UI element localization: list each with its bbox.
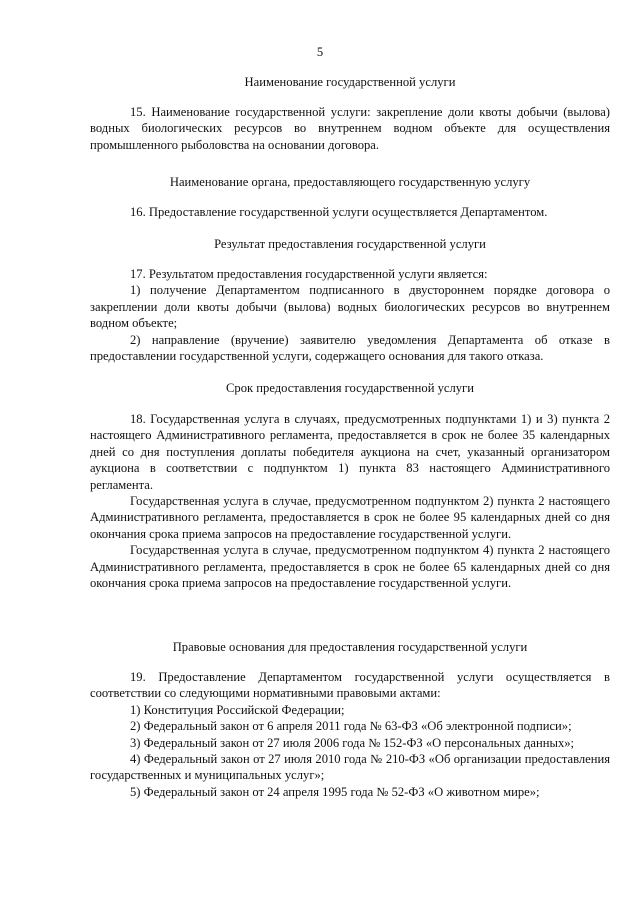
section-body-legal-basis <box>90 669 610 800</box>
section-heading-authority: Наименование органа, предоставляющего государственную услугу <box>169 175 531 189</box>
section-body-service-name <box>90 104 610 153</box>
section-heading-service-name: Наименование государственной услуги <box>244 75 456 89</box>
section-body-result <box>90 266 610 364</box>
section-heading-result: Результат предоставления государственной услуги <box>214 237 486 251</box>
legal-act-3: 3) Федеральный закон от 27 июля 2006 года № 152-ФЗ «О персональных данных»; <box>130 735 575 750</box>
paragraph-17-item-2: 2) направление (вручение) заявителю уведомления Департамента об отказе в предоставлении государственной услуги, содержащего основания для такого отказа. <box>90 332 610 364</box>
page-number: 5 <box>316 45 324 59</box>
paragraph-17: 17. Результатом предоставления государственной услуги является: <box>130 267 488 281</box>
paragraph-17-item-1: 1) получение Департаментом подписанного в двустороннем порядке договора о закреплении доли квоты добычи (вылова) водных биологических ресурсов во внутреннем водном объекте; <box>90 283 610 331</box>
section-heading-legal-basis: Правовые основания для предоставления государственной услуги <box>172 640 528 654</box>
section-heading-term: Срок предоставления государственной услуги <box>226 381 474 395</box>
section-body-term <box>90 411 610 591</box>
paragraph-18-part-3: Государственная услуга в случае, предусмотренном подпунктом 4) пункта 2 настоящего Административного регламента, предоставляется в срок не более 65 календарных дней со дня окончания срока приема запросов на предоставление государственной услуги. <box>90 543 610 591</box>
legal-act-4: 4) Федеральный закон от 27 июля 2010 года № 210-ФЗ «Об организации предоставления государственных и муниципальных услуг»; <box>90 752 610 783</box>
paragraph-19: 19. Предоставление Департаментом государственной услуги осуществляется в соответствии со следующими нормативными правовыми актами: <box>90 670 610 701</box>
legal-act-2: 2) Федеральный закон от 6 апреля 2011 года № 63-ФЗ «Об электронной подписи»; <box>130 719 572 734</box>
paragraph-18-part-2: Государственная услуга в случае, предусмотренном подпунктом 2) пункта 2 настоящего Административного регламента, предоставляется в срок не более 95 календарных дней со дня окончания срока приема запросов на предоставление государственной услуги. <box>90 494 610 541</box>
legal-act-1: 1) Конституция Российской Федерации; <box>130 702 345 717</box>
paragraph-16: 16. Предоставление государственной услуги осуществляется Департаментом. <box>130 205 548 219</box>
paragraph-18: 18. Государственная услуга в случаях, предусмотренных подпунктами 1) и 3) пункта 2 настоящего Административного регламента, предоставляется в срок не более 35 календарных дней со дня поступления доплаты победителя аукциона на счет, указанный организатором аукциона в соответствии с подпунктом 1) пункта 83 настоящего Административного регламента. <box>90 412 610 492</box>
section-body-authority <box>90 204 610 220</box>
legal-act-5: 5) Федеральный закон от 24 апреля 1995 года № 52-ФЗ «О животном мире»; <box>130 784 540 799</box>
paragraph-15: 15. Наименование государственной услуги: закрепление доли квоты добычи (вылова) водных биологических ресурсов во внутреннем водном объекте для осуществления промышленного рыболовства на основании договора. <box>90 105 610 152</box>
